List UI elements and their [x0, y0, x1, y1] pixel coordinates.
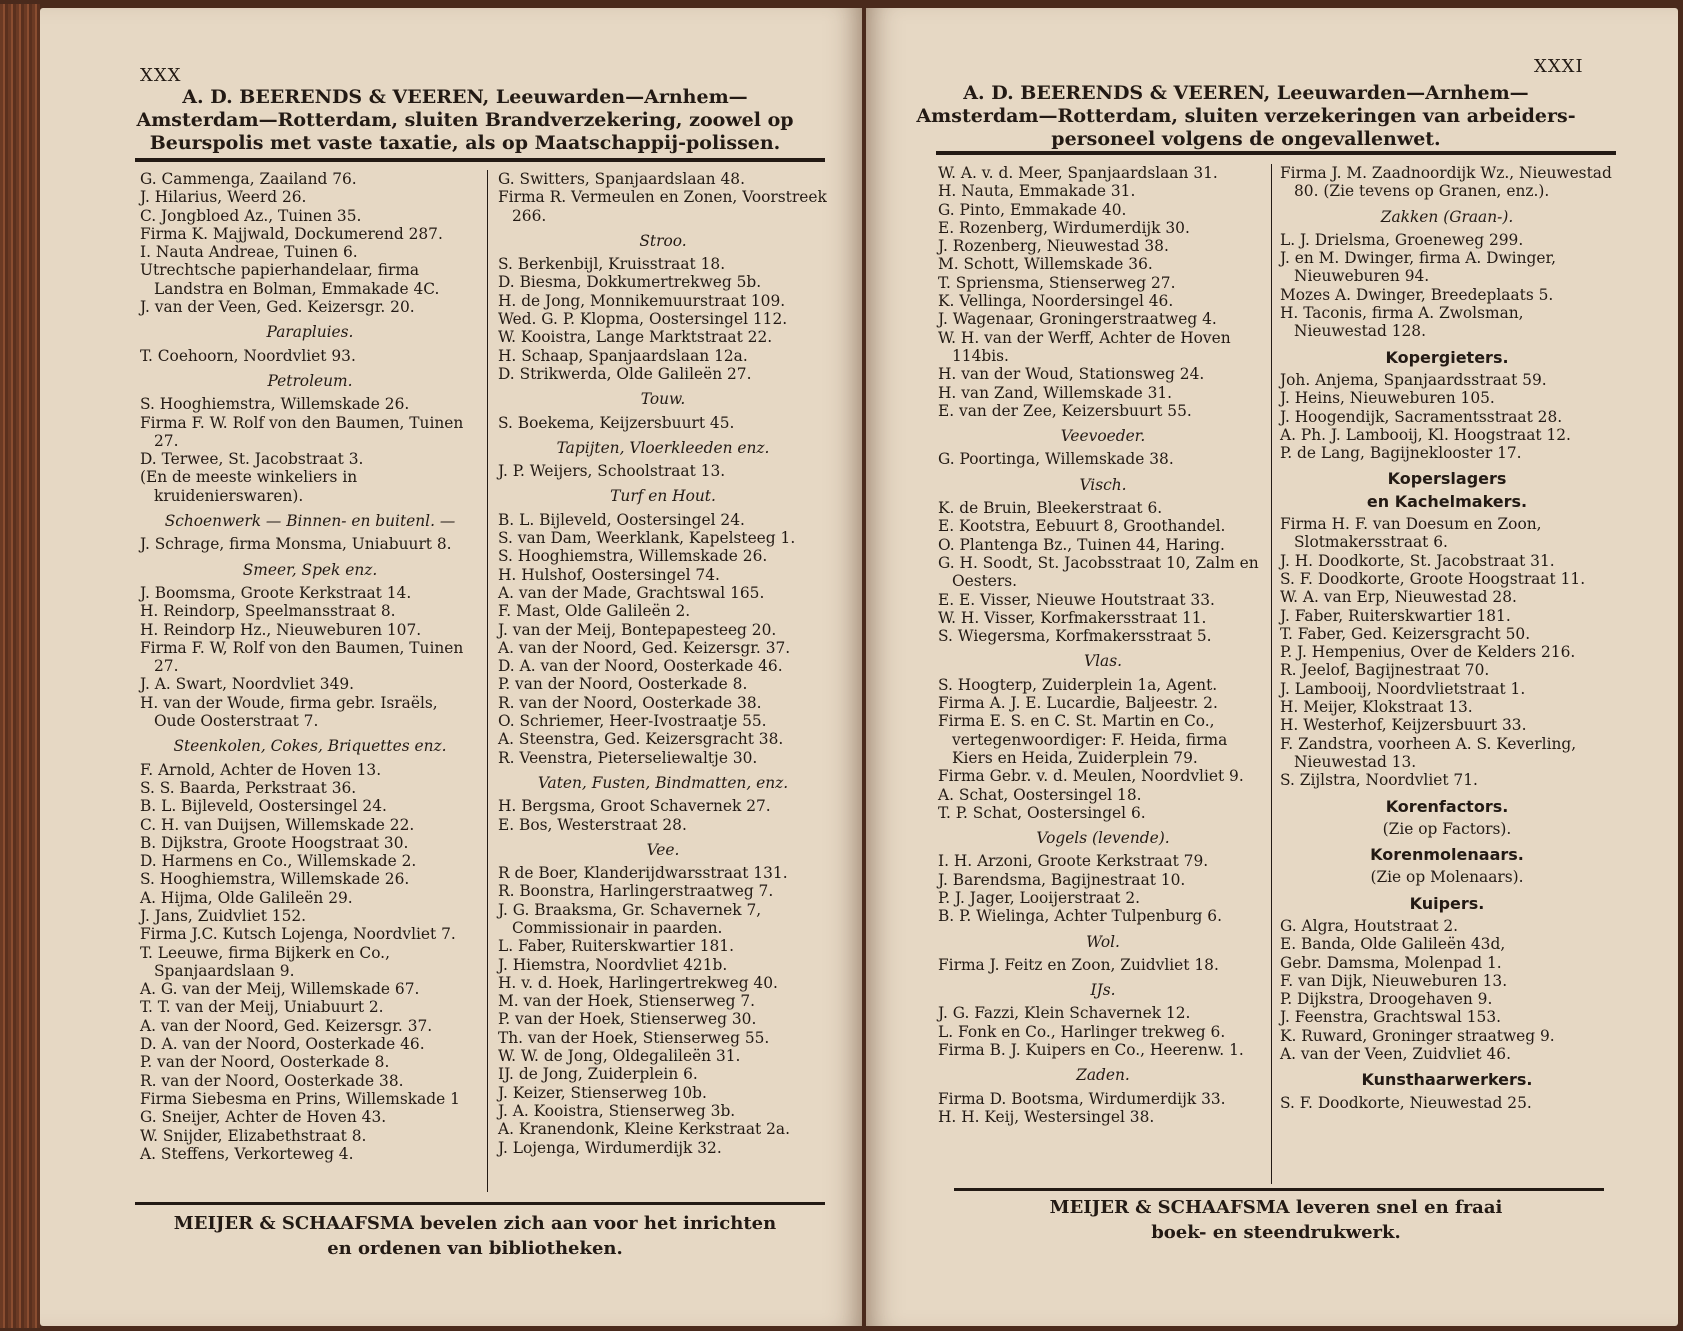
- directory-entry: A. Hijma, Olde Galileën 29.: [140, 888, 353, 907]
- section-heading: Korenfactors.: [1385, 796, 1509, 816]
- directory-entry: K. Vellinga, Noordersingel 46.: [938, 292, 1174, 311]
- directory-entry: J. en M. Dwinger, firma A. Dwinger, Nieuweburen 94.: [1280, 249, 1557, 286]
- directory-entry: H. Reindorp, Speelmansstraat 8.: [140, 602, 396, 621]
- ad-line: Amsterdam—Rotterdam, sluiten Brandverzekering, zoowel op: [136, 109, 794, 131]
- category-heading: Parapluies.: [266, 323, 354, 342]
- directory-entry: J. Jans, Zuidvliet 152.: [140, 906, 307, 925]
- directory-entry: H. van der Woud, Stationsweg 24.: [938, 365, 1205, 384]
- directory-entry: J. Feenstra, Grachtswal 153.: [1280, 1008, 1501, 1027]
- directory-entry: A. van der Veen, Zuidvliet 46.: [1280, 1045, 1511, 1064]
- left-column-2: [498, 170, 828, 1157]
- directory-entry: W. H. van der Werff, Achter de Hoven 114bis.: [938, 328, 1231, 365]
- directory-entry: S. Hoogterp, Zuiderplein 1a, Agent.: [938, 675, 1218, 694]
- footer-advertisement: [946, 1195, 1606, 1245]
- directory-entry: R. Veenstra, Pieterseliewaltje 30.: [498, 748, 758, 767]
- category-heading: Zakken (Graan-).: [1380, 207, 1514, 226]
- directory-entry: A. Steenstra, Ged. Keizersgracht 38.: [498, 730, 784, 749]
- directory-entry: H. Westerhof, Keijzersbuurt 33.: [1280, 716, 1527, 735]
- footer-rule: [954, 1188, 1604, 1191]
- directory-entry: (En de meeste winkeliers in kruidenierswaren).: [140, 468, 358, 505]
- directory-entry: G. Cammenga, Zaailand 76.: [140, 170, 357, 188]
- directory-entry: A. van der Made, Grachtswal 165.: [498, 583, 765, 602]
- directory-entry: Firma F. W. Rolf von den Baumen, Tuinen 27.: [140, 413, 464, 450]
- category-heading: Petroleum.: [267, 371, 353, 390]
- directory-entry: H. Nauta, Emmakade 31.: [938, 182, 1136, 201]
- directory-entry: Firma J. M. Zaadnoordijk Wz., Nieuwestad 80. (Zie tevens op Granen, enz.).: [1280, 164, 1612, 201]
- category-heading: Veevoeder.: [1060, 427, 1146, 446]
- directory-entry: E. van der Zee, Keizersbuurt 55.: [938, 401, 1192, 420]
- directory-entry: A. van der Noord, Ged. Keizersgr. 37.: [498, 638, 791, 657]
- directory-entry: S. Berkenbijl, Kruisstraat 18.: [498, 255, 726, 274]
- directory-entry: Firma D. Bootsma, Wirdumerdijk 33.: [938, 1089, 1226, 1108]
- category-heading: Tapijten, Vloerkleeden enz.: [556, 438, 770, 457]
- directory-entry: S. Boekema, Keijzersbuurt 45.: [498, 413, 735, 432]
- directory-entry: D. A. van der Noord, Oosterkade 46.: [498, 657, 783, 676]
- directory-entry: I. H. Arzoni, Groote Kerkstraat 79.: [938, 852, 1209, 871]
- directory-entry: Firma J.C. Kutsch Lojenga, Noordvliet 7.: [140, 925, 456, 944]
- directory-entry: A. G. van der Meij, Willemskade 67.: [140, 980, 420, 999]
- directory-entry: G. Algra, Houtstraat 2.: [1280, 916, 1459, 935]
- section-heading: Kunsthaarwerkers.: [1361, 1070, 1533, 1090]
- directory-entry: H. de Jong, Monnikemuurstraat 109.: [498, 291, 786, 310]
- directory-entry: E. Banda, Olde Galileën 43d,: [1280, 935, 1506, 954]
- directory-entry: A. Ph. J. Lambooij, Kl. Hoogstraat 12.: [1280, 425, 1571, 444]
- directory-entry: H. Taconis, firma A. Zwolsman, Nieuwestad 128.: [1280, 304, 1524, 341]
- directory-entry: H. Hulshof, Oostersingel 74.: [498, 565, 720, 584]
- directory-entry: J. Hoogendijk, Sacramentsstraat 28.: [1280, 407, 1563, 426]
- directory-entry: S. Hooghiemstra, Willemskade 26.: [140, 395, 410, 414]
- directory-entry: F. Arnold, Achter de Hoven 13.: [140, 760, 382, 779]
- directory-entry: P. J. Hempenius, Over de Kelders 216.: [1280, 643, 1576, 662]
- directory-entry: H. Reindorp Hz., Nieuweburen 107.: [140, 620, 422, 639]
- directory-entry: H. Schaap, Spanjaardslaan 12a.: [498, 346, 748, 365]
- category-heading: Vlas.: [1083, 652, 1122, 671]
- directory-entry: Firma E. S. en C. St. Martin en Co., vertegenwoordiger: F. Heida, firma Kiers en Heida, Zuiderplein 79.: [938, 712, 1228, 767]
- column-divider: [1271, 164, 1272, 1184]
- directory-entry: L. Fonk en Co., Harlinger trekweg 6.: [938, 1022, 1226, 1041]
- directory-entry: S. van Dam, Weerklank, Kapelsteeg 1.: [498, 529, 796, 548]
- directory-entry: W. H. Visser, Korfmakersstraat 11.: [938, 608, 1207, 627]
- directory-entry: S. Hooghiemstra, Willemskade 26.: [140, 870, 410, 889]
- category-heading: Turf en Hout.: [610, 487, 716, 506]
- category-heading: Touw.: [640, 390, 686, 409]
- footer-rule: [135, 1202, 825, 1205]
- footer-line: MEIJER & SCHAAFSMA leveren snel en fraai: [1049, 1197, 1503, 1218]
- directory-entry: J. H. Doodkorte, St. Jacobstraat 31.: [1280, 551, 1555, 570]
- ad-line: A. D. BEERENDS & VEEREN, Leeuwarden—Arnhem—: [182, 86, 748, 108]
- directory-entry: J. A. Kooistra, Stienserweg 3b.: [498, 1101, 736, 1120]
- directory-entry: G. Pinto, Emmakade 40.: [938, 200, 1127, 219]
- directory-entry: D. Terwee, St. Jacobstraat 3.: [140, 450, 364, 469]
- directory-entry: K. Ruward, Groninger straatweg 9.: [1280, 1026, 1555, 1045]
- category-heading: Wol.: [1086, 932, 1120, 951]
- directory-entry: G. Poortinga, Willemskade 38.: [938, 450, 1174, 469]
- directory-entry: Firma Siebesma en Prins, Willemskade 1: [140, 1089, 460, 1108]
- directory-entry: S. Zijlstra, Noordvliet 71.: [1280, 771, 1478, 790]
- directory-entry: Th. van der Hoek, Stienserweg 55.: [498, 1028, 770, 1047]
- directory-entry: G. Switters, Spanjaardslaan 48.: [498, 170, 745, 188]
- page-number: XXX: [140, 65, 182, 86]
- directory-entry: E. E. Visser, Nieuwe Houtstraat 33.: [938, 590, 1215, 609]
- directory-entry: E. Rozenberg, Wirdumerdijk 30.: [938, 218, 1190, 237]
- book-page-edges: [0, 4, 40, 1328]
- directory-entry: T. Leeuwe, firma Bijkerk en Co., Spanjaardslaan 9.: [140, 943, 390, 980]
- section-heading: en Kachelmakers.: [1366, 491, 1528, 511]
- directory-entry: M. van der Hoek, Stienserweg 7.: [498, 992, 756, 1011]
- directory-entry: R. Boonstra, Harlingerstraatweg 7.: [498, 882, 774, 901]
- directory-entry: IJ. de Jong, Zuiderplein 6.: [498, 1065, 698, 1084]
- directory-entry: L. Faber, Ruiterskwartier 181.: [498, 937, 734, 956]
- left-page: [40, 8, 862, 1326]
- directory-entry: Firma A. J. E. Lucardie, Baljeestr. 2.: [938, 694, 1218, 713]
- directory-entry: J. Rozenberg, Nieuwestad 38.: [938, 237, 1169, 256]
- directory-entry: T. T. van der Meij, Uniabuurt 2.: [140, 998, 384, 1017]
- directory-entry: W. A. v. d. Meer, Spanjaardslaan 31.: [938, 164, 1218, 182]
- directory-entry: W. Kooistra, Lange Marktstraat 22.: [498, 328, 773, 347]
- section-heading: Kuipers.: [1409, 893, 1485, 913]
- directory-entry: Utrechtsche papierhandelaar, firma Landstra en Bolman, Emmakade 4C.: [140, 261, 440, 298]
- section-heading: Kopergieters.: [1385, 347, 1509, 367]
- directory-entry: R de Boer, Klanderijdwarsstraat 131.: [498, 864, 788, 883]
- directory-entry: P. Dijkstra, Droogehaven 9.: [1280, 990, 1493, 1009]
- directory-entry: J. Hilarius, Weerd 26.: [140, 188, 307, 207]
- directory-entry: S. Wiegersma, Korfmakersstraat 5.: [938, 627, 1212, 646]
- directory-entry: R. van der Noord, Oosterkade 38.: [140, 1071, 404, 1090]
- directory-entry: J. P. Weijers, Schoolstraat 13.: [498, 462, 726, 481]
- directory-entry: W. A. van Erp, Nieuwestad 28.: [1280, 588, 1517, 607]
- directory-entry: J. Lambooij, Noordvlietstraat 1.: [1280, 679, 1526, 698]
- directory-entry: J. van der Veen, Ged. Keizersgr. 20.: [140, 298, 415, 317]
- directory-entry: G. Sneijer, Achter de Hoven 43.: [140, 1108, 387, 1127]
- directory-entry: F. van Dijk, Nieuweburen 13.: [1280, 971, 1508, 990]
- directory-entry: B. L. Bijleveld, Oostersingel 24.: [498, 510, 745, 529]
- directory-entry: J. Barendsma, Bagijnestraat 10.: [938, 870, 1186, 889]
- category-heading: Vaten, Fusten, Bindmatten, enz.: [537, 773, 789, 792]
- ad-line: personeel volgens de ongevallenwet.: [1051, 128, 1441, 150]
- directory-entry: D. Harmens en Co., Willemskade 2.: [140, 852, 417, 871]
- directory-entry: H. Bergsma, Groot Schavernek 27.: [498, 797, 771, 816]
- directory-entry: B. Dijkstra, Groote Hoogstraat 30.: [140, 833, 409, 852]
- directory-entry: P. van der Noord, Oosterkade 8.: [498, 675, 748, 694]
- left-column-1: [140, 170, 480, 1163]
- directory-entry: H. van Zand, Willemskade 31.: [938, 383, 1173, 402]
- directory-entry: W. Snijder, Elizabethstraat 8.: [140, 1126, 367, 1145]
- directory-entry: D. Strikwerda, Olde Galileën 27.: [498, 364, 752, 383]
- section-heading: Korenmolenaars.: [1370, 845, 1524, 865]
- directory-entry: S. F. Doodkorte, Nieuwestad 25.: [1280, 1093, 1532, 1112]
- directory-entry: J. G. Braaksma, Gr. Schavernek 7, Commissionair in paarden.: [498, 900, 762, 937]
- directory-entry: Firma J. Feitz en Zoon, Zuidvliet 18.: [938, 955, 1219, 974]
- directory-entry: W. W. de Jong, Oldegalileën 31.: [498, 1047, 741, 1066]
- footer-line: MEIJER & SCHAAFSMA bevelen zich aan voor het inrichten: [173, 1213, 777, 1234]
- directory-entry: K. de Bruin, Bleekerstraat 6.: [938, 499, 1163, 518]
- directory-entry: R. van der Noord, Oosterkade 38.: [498, 693, 762, 712]
- directory-entry: M. Schott, Willemskade 36.: [938, 255, 1153, 274]
- category-heading: Smeer, Spek enz.: [242, 560, 378, 579]
- directory-entry: Wed. G. P. Klopma, Oostersingel 112.: [498, 310, 788, 329]
- directory-entry: A. Steffens, Verkorteweg 4.: [140, 1144, 354, 1163]
- directory-entry: E. Kootstra, Eebuurt 8, Groothandel.: [938, 517, 1226, 536]
- directory-entry: H. v. d. Hoek, Harlingertrekweg 40.: [498, 973, 778, 992]
- directory-entry: J. Keizer, Stienserweg 10b.: [498, 1083, 707, 1102]
- directory-entry: H. H. Keij, Westersingel 38.: [938, 1107, 1155, 1126]
- category-heading: Vogels (levende).: [1036, 829, 1170, 848]
- header-advertisement: [120, 86, 810, 155]
- directory-entry: Firma B. J. Kuipers en Co., Heerenw. 1.: [938, 1041, 1244, 1060]
- category-heading: IJs.: [1090, 981, 1116, 1000]
- directory-entry: P. de Lang, Bagijneklooster 17.: [1280, 444, 1522, 463]
- directory-entry: Joh. Anjema, Spanjaardsstraat 59.: [1280, 370, 1547, 389]
- directory-entry: J. Schrage, firma Monsma, Uniabuurt 8.: [140, 535, 452, 554]
- cross-reference-note: (Zie op Factors).: [1382, 819, 1512, 838]
- ad-line: Beurspolis met vaste taxatie, als op Maatschappij-polissen.: [149, 132, 781, 154]
- directory-entry: Gebr. Damsma, Molenpad 1.: [1280, 953, 1502, 972]
- right-page: [866, 8, 1678, 1326]
- category-heading: Zaden.: [1076, 1066, 1130, 1085]
- directory-entry: Firma K. Majjwald, Dockumerend 287.: [140, 224, 443, 243]
- directory-entry: I. Nauta Andreae, Tuinen 6.: [140, 243, 358, 262]
- directory-entry: J. A. Swart, Noordvliet 349.: [140, 675, 355, 694]
- directory-entry: G. H. Soodt, St. Jacobsstraat 10, Zalm en Oesters.: [938, 553, 1259, 591]
- directory-entry: J. van der Meij, Bontepapesteeg 20.: [498, 620, 777, 639]
- directory-entry: A. Kranendonk, Kleine Kerkstraat 2a.: [498, 1120, 790, 1139]
- directory-entry: F. Mast, Olde Galileën 2.: [498, 602, 691, 621]
- cross-reference-note: (Zie op Molenaars).: [1370, 868, 1524, 887]
- directory-entry: T. Coehoorn, Noordvliet 93.: [140, 346, 356, 365]
- directory-entry: A. van der Noord, Ged. Keizersgr. 37.: [140, 1016, 433, 1035]
- column-divider: [487, 170, 488, 1192]
- directory-entry: B. L. Bijleveld, Oostersingel 24.: [140, 797, 387, 816]
- header-rule: [936, 151, 1616, 155]
- directory-entry: T. Spriensma, Stienserweg 27.: [938, 273, 1176, 292]
- directory-entry: Firma Gebr. v. d. Meulen, Noordvliet 9.: [938, 767, 1244, 786]
- directory-entry: C. Jongbloed Az., Tuinen 35.: [140, 206, 362, 225]
- directory-entry: A. Schat, Oostersingel 18.: [938, 785, 1142, 804]
- directory-entry: H. van der Woude, firma gebr. Israëls, Oude Oosterstraat 7.: [140, 693, 438, 731]
- footer-line: en ordenen van bibliotheken.: [327, 1238, 623, 1259]
- directory-entry: H. Meijer, Klokstraat 13.: [1280, 698, 1473, 717]
- directory-entry: Firma H. F. van Doesum en Zoon, Slotmakersstraat 6.: [1280, 515, 1542, 552]
- directory-entry: P. van der Noord, Oosterkade 8.: [140, 1053, 390, 1072]
- directory-entry: D. Biesma, Dokkumertrekweg 5b.: [498, 273, 762, 292]
- directory-entry: C. H. van Duijsen, Willemskade 22.: [140, 815, 415, 834]
- category-heading: Visch.: [1079, 475, 1127, 494]
- directory-entry: T. P. Schat, Oostersingel 6.: [938, 803, 1146, 822]
- directory-entry: S. Hooghiemstra, Willemskade 26.: [498, 547, 768, 566]
- footer-line: boek- en steendrukwerk.: [1151, 1222, 1401, 1243]
- directory-entry: J. Wagenaar, Groningerstraatweg 4.: [938, 310, 1217, 329]
- category-heading: Steenkolen, Cokes, Briquettes enz.: [173, 737, 447, 756]
- directory-entry: J. Faber, Ruiterskwartier 181.: [1280, 606, 1511, 625]
- directory-entry: O. Plantenga Bz., Tuinen 44, Haring.: [938, 535, 1225, 554]
- directory-entry: T. Faber, Ged. Keizersgracht 50.: [1280, 624, 1531, 643]
- header-advertisement: [906, 82, 1586, 151]
- directory-entry: E. Bos, Westerstraat 28.: [498, 815, 687, 834]
- right-column-2: [1280, 164, 1614, 1112]
- category-heading: Schoenwerk — Binnen- en buitenl. —: [164, 512, 456, 531]
- directory-entry: S. F. Doodkorte, Groote Hoogstraat 11.: [1280, 569, 1586, 588]
- directory-entry: Mozes A. Dwinger, Breedeplaats 5.: [1280, 285, 1554, 304]
- category-heading: Vee.: [646, 840, 680, 859]
- ad-line: A. D. BEERENDS & VEEREN, Leeuwarden—Arnhem—: [963, 82, 1529, 104]
- directory-entry: P. J. Jager, Looijerstraat 2.: [938, 888, 1140, 907]
- header-rule: [135, 158, 825, 162]
- directory-entry: F. Zandstra, voorheen A. S. Keverling, Nieuwestad 13.: [1280, 734, 1577, 771]
- directory-entry: S. S. Baarda, Perkstraat 36.: [140, 778, 357, 797]
- directory-entry: B. P. Wielinga, Achter Tulpenburg 6.: [938, 907, 1222, 926]
- ad-line: Amsterdam—Rotterdam, sluiten verzekeringen van arbeiders-: [916, 105, 1576, 127]
- footer-advertisement: [125, 1211, 825, 1261]
- section-heading: Koperslagers: [1387, 469, 1507, 489]
- page-number: XXXI: [1534, 56, 1584, 77]
- directory-entry: Firma F. W, Rolf von den Baumen, Tuinen 27.: [140, 638, 464, 676]
- directory-entry: P. van der Hoek, Stienserweg 30.: [498, 1010, 757, 1029]
- category-heading: Stroo.: [639, 231, 687, 250]
- directory-entry: J. Lojenga, Wirdumerdijk 32.: [498, 1138, 722, 1157]
- directory-entry: L. J. Drielsma, Groeneweg 299.: [1280, 230, 1524, 249]
- directory-entry: J. Boomsma, Groote Kerkstraat 14.: [140, 583, 412, 602]
- directory-entry: D. A. van der Noord, Oosterkade 46.: [140, 1035, 425, 1054]
- directory-entry: J. G. Fazzi, Klein Schavernek 12.: [938, 1004, 1191, 1023]
- directory-entry: J. Hiemstra, Noordvliet 421b.: [498, 955, 728, 974]
- directory-entry: O. Schriemer, Heer-Ivostraatje 55.: [498, 712, 767, 731]
- directory-entry: Firma R. Vermeulen en Zonen, Voorstreek 266.: [498, 188, 827, 225]
- directory-entry: J. Heins, Nieuweburen 105.: [1280, 389, 1495, 408]
- directory-entry: R. Jeelof, Bagijnestraat 70.: [1280, 661, 1490, 680]
- right-column-1: [938, 164, 1268, 1126]
